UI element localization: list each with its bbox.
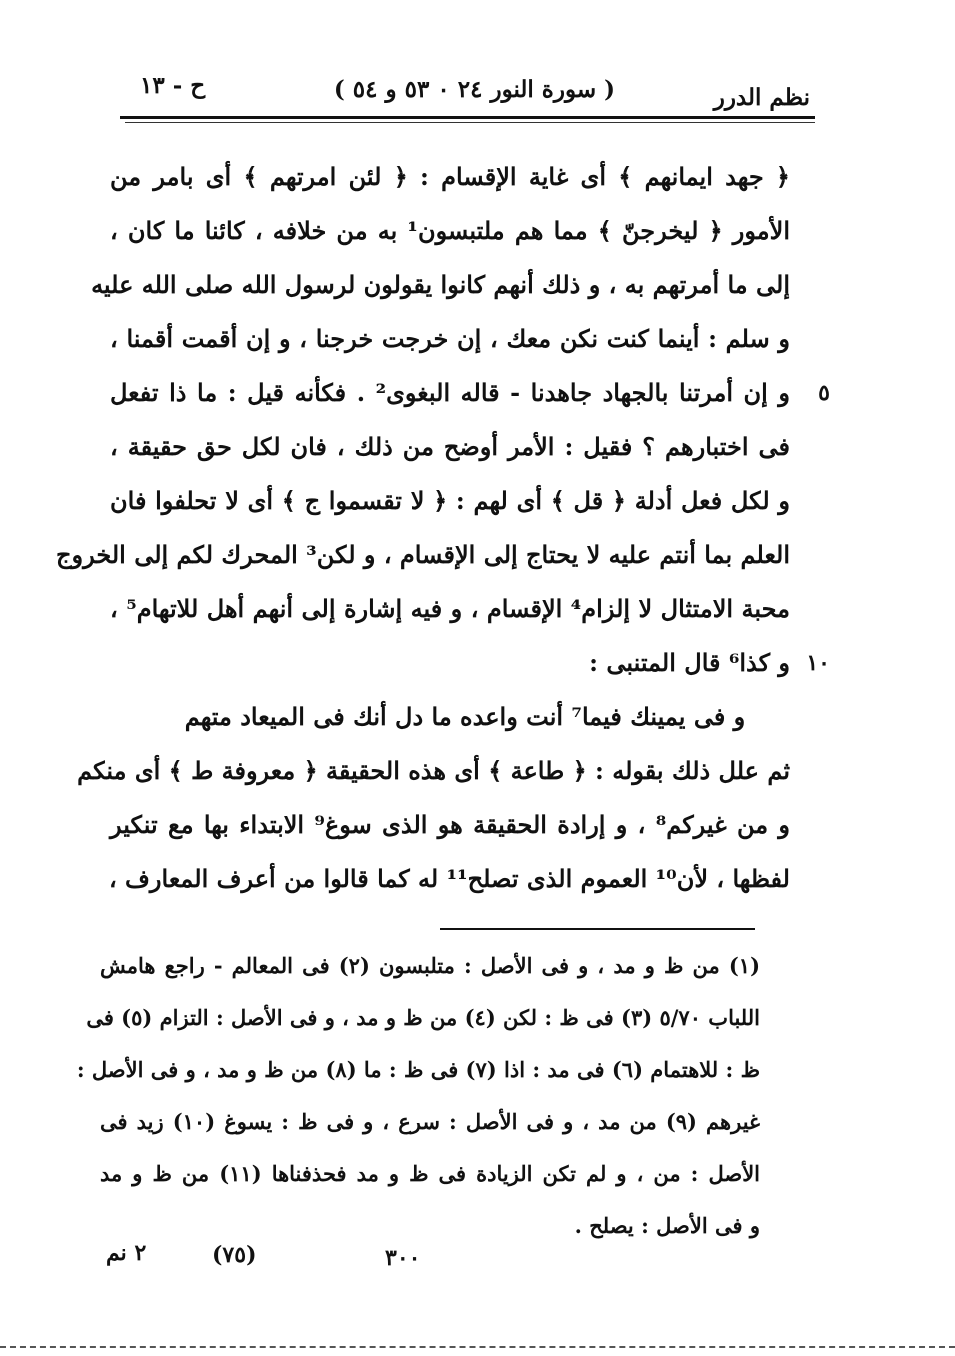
line-text: محبة الامتثال لا إلزام⁴ الإقسام ، و فيه إشارة إلى أنهم أهل للاتهام⁵ ، [110, 594, 790, 623]
signature-mark: (٧٥) [212, 1242, 257, 1268]
line-text: و لكل فعل أدلة ﴿ قل ﴾ أى لهم : ﴿ لا تقسموا ج ﴾ أى لا تحلفوا فان [110, 486, 790, 515]
line-text: و سلم : أينما كنت نكن معك ، إن خرجت خرجنا ، و إن أقمت أقمنا ، [110, 324, 790, 353]
scan-edge-dashes [0, 1346, 955, 1348]
running-header [110, 70, 810, 120]
text-line [56, 528, 820, 582]
text-line [110, 204, 820, 258]
line-text: و فى يمينك فيما⁷ أنت واعده ما دل أنك فى الميعاد متهم [184, 702, 746, 731]
line-text: ﴿ جهد ايمانهم ﴾ أى غاية الإقسام : ﴿ لئن امرتهم ﴾ أى بامر من [110, 162, 790, 191]
text-line [110, 312, 820, 366]
line-text: العلم بما أنتم عليه لا يحتاج إلى الإقسام ، و لكن³ المحرك لكم إلى الخروج [56, 540, 790, 569]
footnote-line: الأصل : من ، و لم تكن الزيادة فى ظ و مد فحذفناها (١١) من ظ و مد [100, 1161, 761, 1186]
text-line [110, 366, 830, 420]
footnote-separator [440, 928, 755, 930]
text-line [110, 798, 820, 852]
main-text [56, 150, 830, 906]
line-number: ١٠ [806, 650, 830, 676]
header-rule [120, 116, 815, 119]
text-line [110, 474, 820, 528]
line-text: و إن أمرتنا بالجهاد جاهدنا - قاله البغوى² . فكأنه قيل : ما ذا تفعل [110, 378, 790, 407]
gathering-signature: ٢ نم [106, 1240, 147, 1266]
line-text: ثم علل ذلك بقوله : ﴿ طاعة ﴾ أى هذه الحقيقة ﴿ معروفة ط ﴾ أى منكم [77, 756, 790, 785]
text-line [110, 636, 830, 690]
line-text: إلى ما أمرتهم به ، و ذلك أنهم كانوا يقولون لرسول الله صلى الله عليه [91, 270, 790, 299]
text-line [110, 420, 820, 474]
line-text: فى اختبارهم ؟ فقيل : الأمر أوضح من ذلك ، فان لكل حق حقيقة ، [110, 432, 790, 461]
line-text: و من غيركم⁸ ، و إرادة الحقيقة هو الذى سوغ⁹ الابتداء بها مع تنكير [110, 810, 790, 839]
text-line [91, 258, 820, 312]
line-text: و كذا⁶ قال المتنبى : [589, 648, 790, 677]
text-line [77, 744, 820, 798]
page-number: ٣٠٠ [385, 1245, 421, 1271]
line-text: الأمور ﴿ ليخرجنّ ﴾ مما هم ملتبسون¹ به من خلافه ، كائنا ما كان ، [110, 216, 790, 245]
text-line [110, 150, 820, 204]
line-number: ٥ [818, 380, 830, 406]
book-title: نظم الدرر [713, 84, 810, 111]
poem-line [110, 690, 820, 744]
line-text: لفظها ، لأن¹⁰ العموم الذى تصلح¹¹ له كما قالوا من أعرف المعارف ، [108, 864, 790, 893]
footnote-line: ظ : للاهتمام (٦) فى مد : اذا (٧) فى ظ : ما (٨) من ظ و مد ، و فى الأصل : [76, 1057, 760, 1082]
footnote-line: اللباب ٥/٧٠ (٣) فى ظ : لكن (٤) من ظ و مد ، و فى الأصل : التزام (٥) فى [86, 1005, 760, 1030]
part-reference: ح - ١٣ [140, 72, 206, 99]
footnote-line: (١) من ظ و مد ، و فى الأصل : متلبسون (٢) فى المعالم - راجع هامش [100, 953, 761, 978]
footnote-line: و فى الأصل : يصلح . [574, 1213, 760, 1238]
header-rule-thin [125, 122, 815, 123]
surah-reference: ( سورة النور ٢٤ ٠ ٥٣ و ٥٤ ) [333, 76, 615, 103]
text-line [110, 852, 820, 906]
text-line [110, 582, 820, 636]
footnotes [76, 940, 761, 1252]
footnote-line: غيرهم (٩) من مد ، و فى الأصل : سرع ، و فى ظ : يسوغ (١٠) زيد فى [100, 1109, 761, 1134]
